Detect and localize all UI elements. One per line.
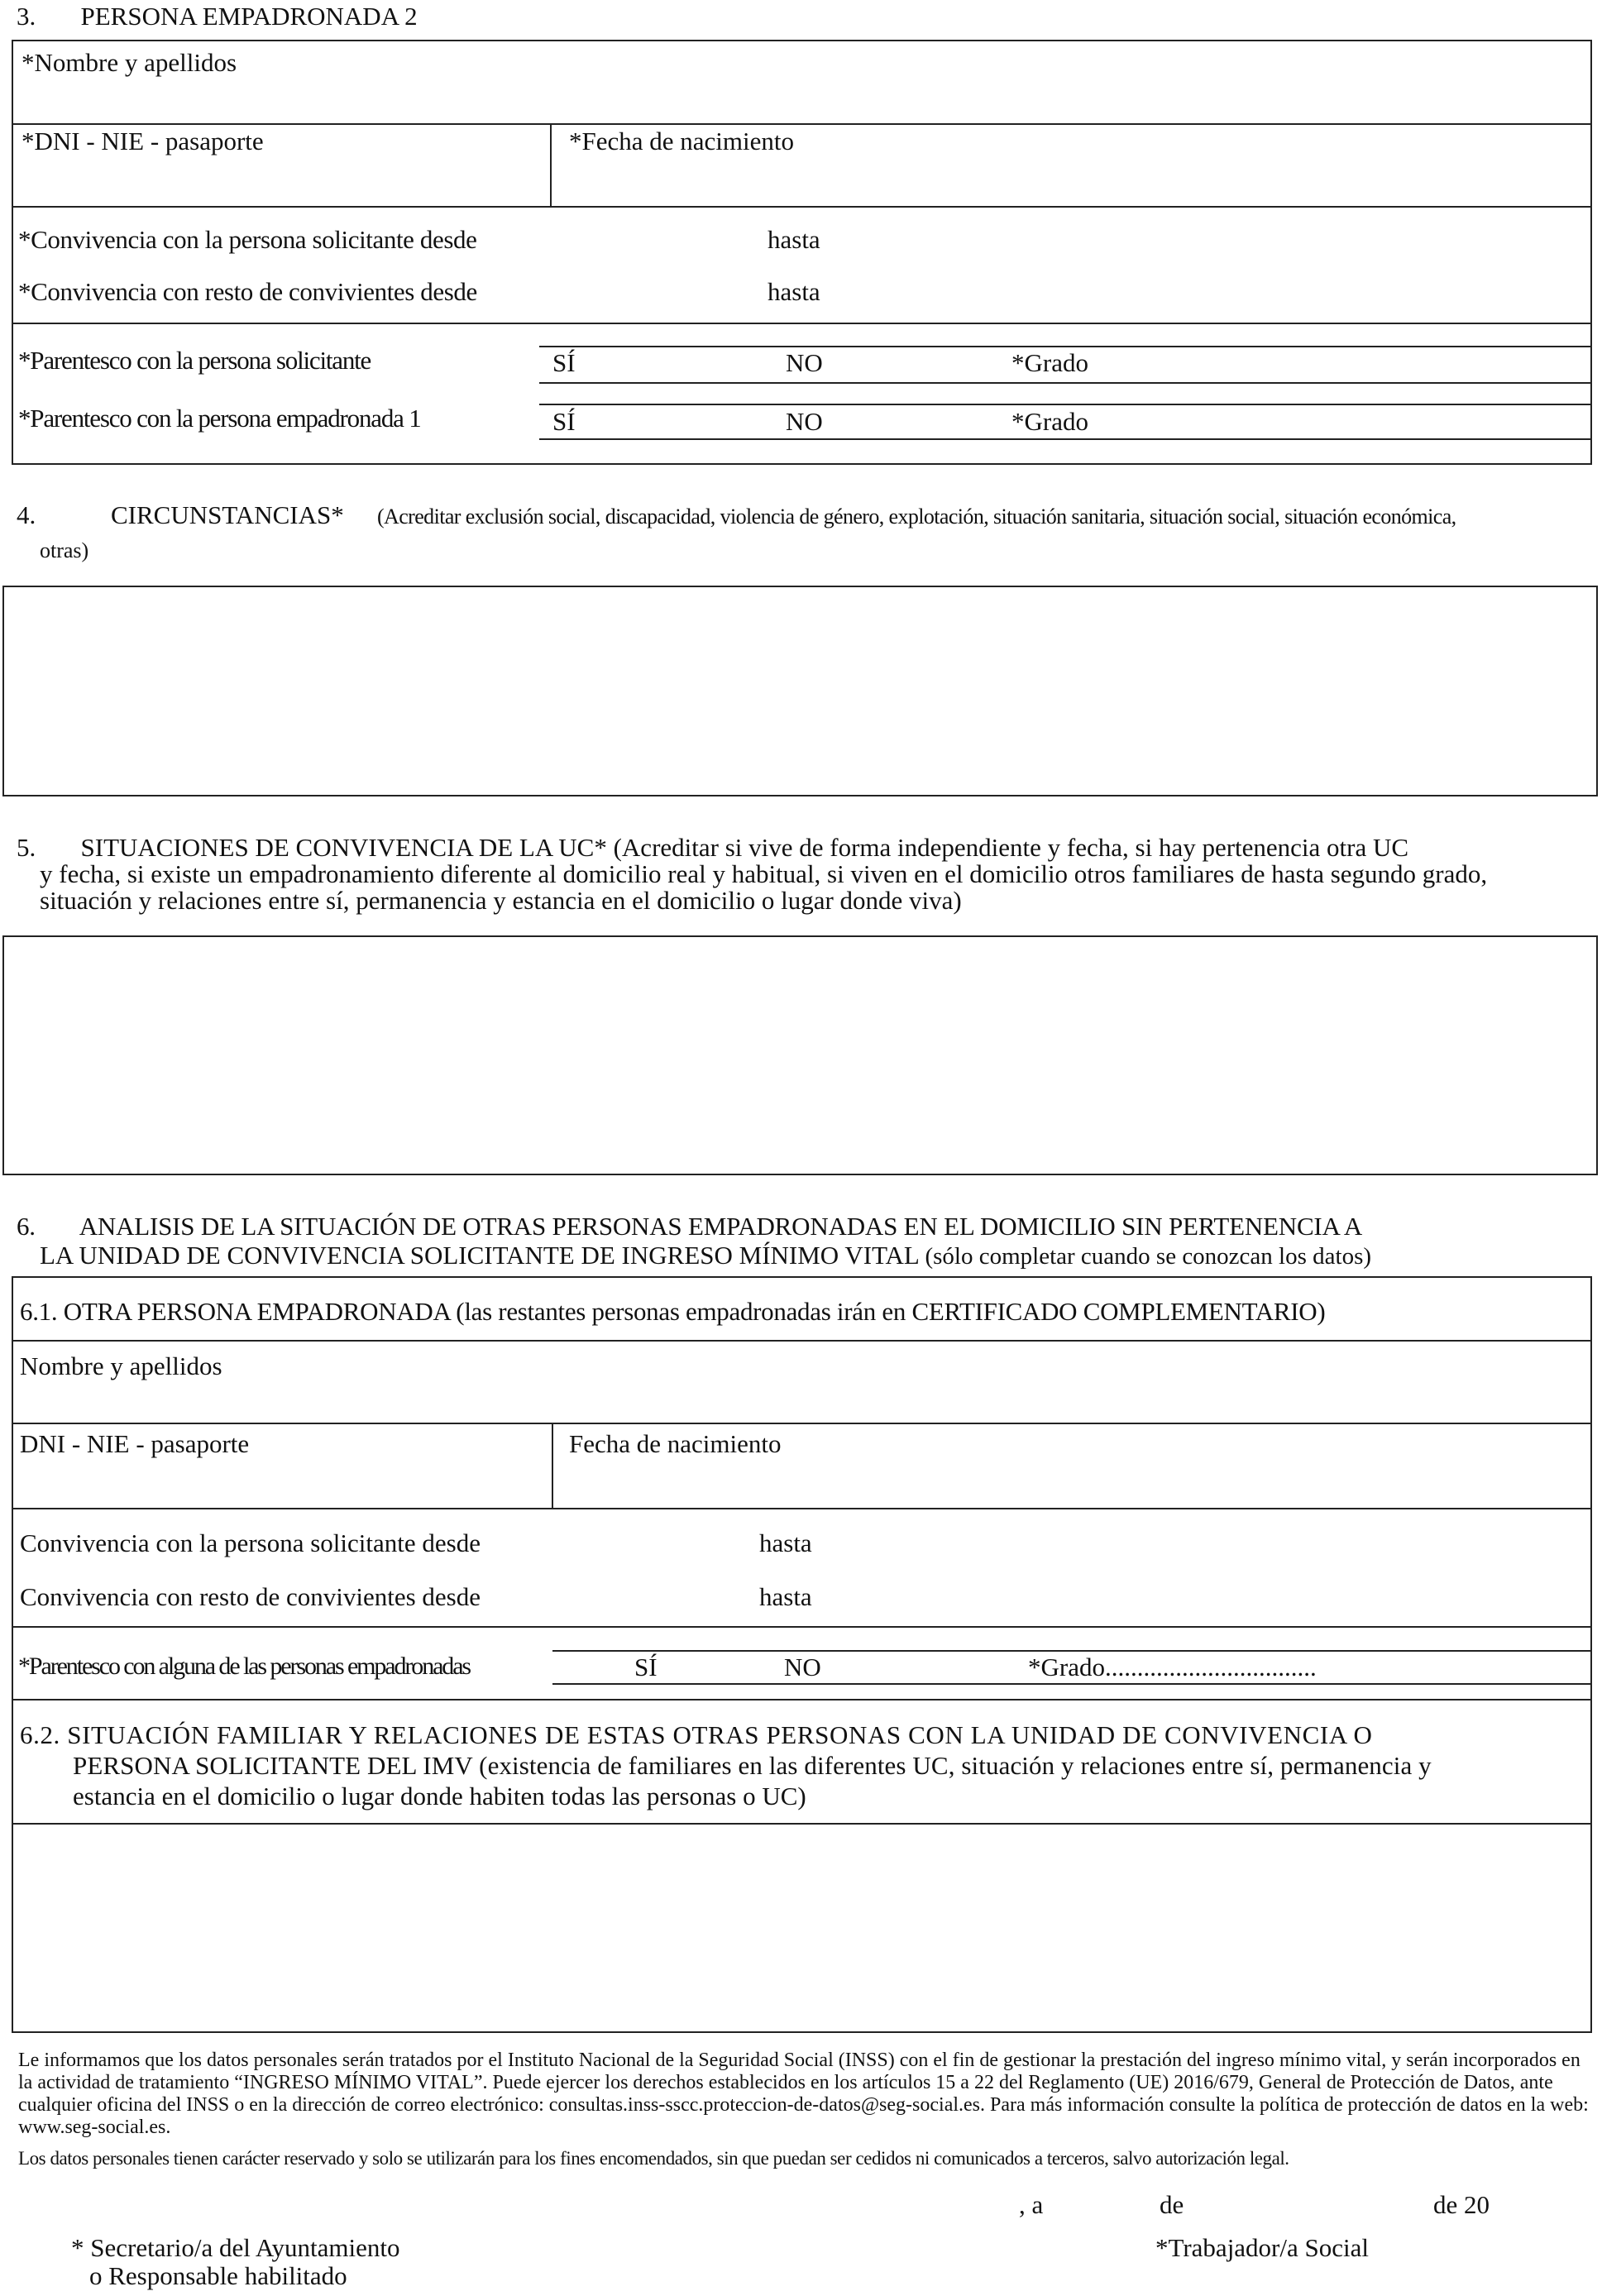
section-5-line-3: situación y relaciones entre sí, permanencia y estancia en el domicilio o lugar donde viva): [40, 886, 962, 915]
section-6-line-2: [40, 1241, 1371, 1270]
section-4-note-2: otras): [40, 538, 89, 562]
birth-label: *Fecha de nacimiento: [569, 127, 795, 155]
circunstancias-box[interactable]: [2, 586, 1598, 796]
conv-resto-label-6: Convivencia con resto de convivientes desde: [20, 1582, 481, 1611]
section-6-line-1: 6. ANALISIS DE LA SITUACIÓN DE OTRAS PERSONAS EMPADRONADAS EN EL DOMICILIO SIN PERTENENCIA A: [17, 1212, 1363, 1241]
hasta-label-6-1: hasta: [759, 1528, 812, 1557]
sub-6-2-line-1: 6.2. SITUACIÓN FAMILIAR Y RELACIONES DE ESTAS OTRAS PERSONAS CON LA UNIDAD DE CONVIVENCIA O: [20, 1720, 1373, 1749]
section-4-title: CIRCUNSTANCIAS*: [111, 500, 344, 529]
date-a-label: , a: [1019, 2190, 1044, 2219]
section-5-line-2: y fecha, si existe un empadronamiento diferente al domicilio real y habitual, si viven en el domicilio otros familiares de hasta segundo grado,: [40, 859, 1488, 888]
conv-resto-label: *Convivencia con resto de convivientes desde: [18, 277, 477, 306]
sub-6-2-line-3: estancia en el domicilio o lugar donde habiten todas las personas o UC): [73, 1782, 806, 1810]
grado-label-2: *Grado: [1011, 407, 1088, 436]
no-option-2[interactable]: NO: [786, 407, 823, 436]
name-input-6[interactable]: [273, 1350, 1583, 1385]
si-option-2[interactable]: SÍ: [552, 407, 576, 436]
hasta-label-2: hasta: [768, 277, 820, 306]
section-4-note: (Acreditar exclusión social, discapacidad, violencia de género, explotación, situación sanitaria, situación social, situación económica,: [377, 505, 1456, 529]
section-6-line-2b: (sólo completar cuando se conozcan los datos): [925, 1243, 1372, 1270]
birth-input[interactable]: [569, 164, 1581, 199]
dni-input[interactable]: [22, 164, 538, 199]
name-label: *Nombre y apellidos: [22, 48, 237, 77]
hasta-label-6-2: hasta: [759, 1582, 812, 1611]
no-option-6[interactable]: NO: [784, 1653, 821, 1681]
si-option-1[interactable]: SÍ: [552, 348, 576, 377]
conv-solicitante-label-6: Convivencia con la persona solicitante desde: [20, 1528, 481, 1557]
date-de-label: de: [1160, 2190, 1184, 2219]
conv-solicitante-label: *Convivencia con la persona solicitante desde: [18, 225, 477, 254]
sub-6-2-line-2: PERSONA SOLICITANTE DEL IMV (existencia de familiares en las diferentes UC, situación y relaciones entre sí, permanencia y: [73, 1751, 1432, 1780]
section-6-line-2a: LA UNIDAD DE CONVIVENCIA SOLICITANTE DE INGRESO MÍNIMO VITAL: [40, 1241, 919, 1270]
trabajador-social-label: *Trabajador/a Social: [1155, 2233, 1369, 2262]
parentesco-solicitante-label: *Parentesco con la persona solicitante: [18, 346, 371, 375]
birth-input-6[interactable]: [569, 1466, 1581, 1500]
name-label-6: Nombre y apellidos: [20, 1351, 222, 1380]
section-3-title: 3. PERSONA EMPADRONADA 2: [17, 2, 418, 31]
hasta-label-1: hasta: [768, 225, 820, 254]
dni-input-6[interactable]: [20, 1466, 536, 1500]
grado-label-6: *Grado.................................: [1028, 1653, 1317, 1681]
parentesco-emp1-label: *Parentesco con la persona empadronada 1: [18, 404, 421, 433]
no-option-1[interactable]: NO: [786, 348, 823, 377]
grado-label-1: *Grado: [1011, 348, 1088, 377]
situaciones-convivencia-box[interactable]: [2, 935, 1598, 1175]
secretario-line-1: * Secretario/a del Ayuntamiento: [71, 2233, 400, 2262]
sub-6-1-title: 6.1. OTRA PERSONA EMPADRONADA (las restantes personas empadronadas irán en CERTIFICADO COMPLEMENTARIO): [20, 1297, 1326, 1326]
si-option-6[interactable]: SÍ: [634, 1653, 658, 1681]
secretario-line-2: o Responsable habilitado: [89, 2261, 347, 2290]
section-4-number: 4.: [17, 500, 36, 529]
section-5-line-1: 5. SITUACIONES DE CONVIVENCIA DE LA UC* (Acreditar si vive de forma independiente y fecha, si hay pertenencia otra UC: [17, 833, 1409, 862]
situacion-familiar-area[interactable]: [13, 1825, 1590, 2031]
dni-label-6: DNI - NIE - pasaporte: [20, 1429, 250, 1458]
date-year-label: de 20: [1433, 2190, 1490, 2219]
dni-label: *DNI - NIE - pasaporte: [22, 127, 264, 155]
birth-label-6: Fecha de nacimiento: [569, 1429, 782, 1458]
parentesco-label-6: *Parentesco con alguna de las personas empadronadas: [18, 1653, 471, 1680]
legal-confidential-note: Los datos personales tienen carácter reservado y solo se utilizarán para los fines encomendados, sin que puedan ser cedidos ni comunicados a terceros, salvo autorización legal.: [18, 2148, 1289, 2169]
legal-paragraph: Le informamos que los datos personales serán tratados por el Instituto Nacional de la Seguridad Social (INSS) con el fin de gestionar la prestación del ingreso mínimo vital, y serán incorporados en la actividad de tratamiento “INGRESO MÍNIMO VITAL”. Puede ejercer los derechos establecidos en los artículos 15 a 22 del Reglamento (UE) 2016/679, General de Protección de Datos, ante cualquier oficina del INSS o en la dirección de correo electrónico: consultas.inss-sscc.proteccion-de-datos@seg-social.es. Para más información consulte la política de protección de datos en la web: www.seg-social.es.: [18, 2050, 1589, 2139]
name-input[interactable]: [298, 46, 1575, 81]
